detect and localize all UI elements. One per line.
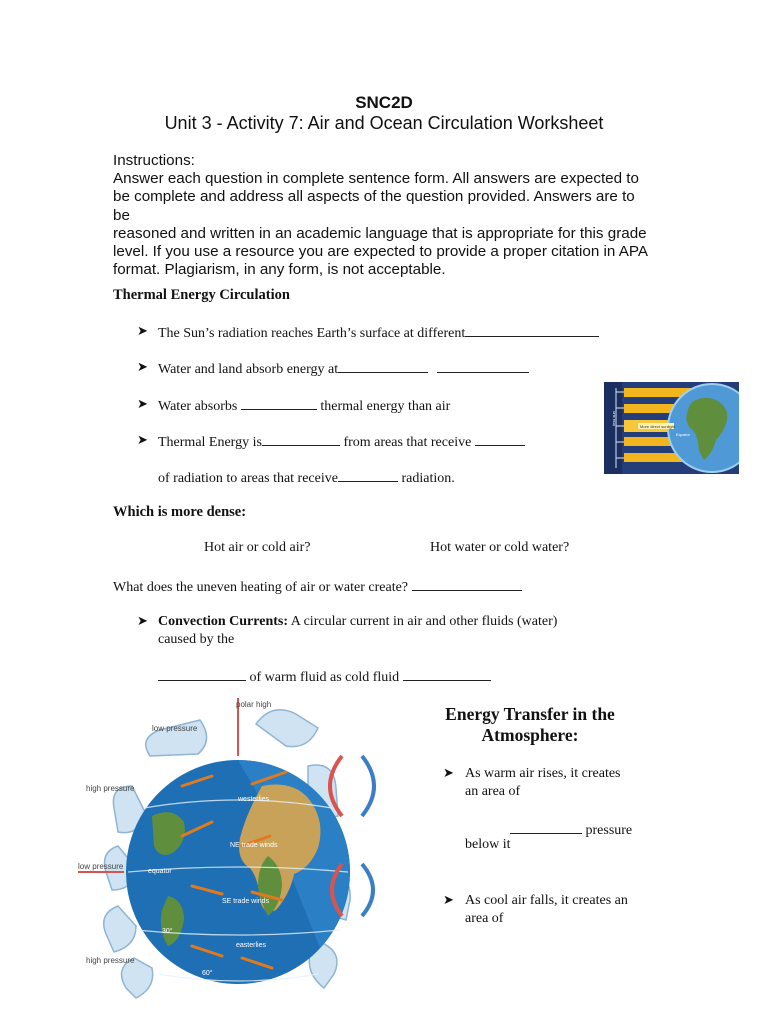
energy-transfer-bullet-2 bbox=[465, 892, 628, 928]
et-b2-line1: As cool air falls, it creates an bbox=[465, 893, 628, 908]
instructions-line: be complete and address all aspects of the question provided. Answers are to be bbox=[113, 188, 635, 224]
worksheet-title: Unit 3 - Activity 7: Air and Ocean Circulation Worksheet bbox=[164, 113, 604, 133]
instructions-line: Answer each question in complete sentence form. All answers are expected to bbox=[113, 170, 639, 188]
convection-term: Convection Currents: bbox=[158, 614, 289, 629]
arrowhead-bullet-icon: ➤ bbox=[137, 323, 148, 338]
convection-mid-text: of warm fluid as cold fluid bbox=[249, 670, 400, 685]
figure-label: 60° bbox=[202, 970, 213, 977]
answer-blank[interactable] bbox=[241, 396, 317, 410]
thermal-bullet-4-text-d: radiation. bbox=[401, 471, 455, 486]
figure-label: NE trade winds bbox=[230, 842, 278, 849]
et-b1-line1: As warm air rises, it creates bbox=[465, 766, 621, 781]
et-b1-line3: pressure bbox=[585, 823, 633, 838]
figure-label: high pressure bbox=[86, 956, 135, 965]
figure-label: Equator bbox=[676, 432, 691, 437]
energy-transfer-blank-line bbox=[510, 820, 632, 839]
energy-transfer-heading bbox=[420, 704, 640, 746]
et-b1-line2: an area of bbox=[465, 784, 521, 799]
convection-definition bbox=[158, 613, 628, 649]
instructions-line: format. Plagiarism, in any form, is not acceptable. bbox=[113, 261, 446, 279]
thermal-bullet-2 bbox=[158, 359, 529, 378]
global-circulation-illustration bbox=[72, 696, 412, 1024]
arrowhead-bullet-icon: ➤ bbox=[443, 765, 454, 780]
figure-label: low pressure bbox=[78, 862, 124, 871]
thermal-heading: Thermal Energy Circulation bbox=[113, 287, 290, 303]
dense-heading: Which is more dense: bbox=[113, 504, 247, 520]
uneven-heating-question bbox=[113, 577, 522, 596]
thermal-bullet-1 bbox=[158, 323, 599, 342]
course-code: SNC2D bbox=[355, 93, 413, 112]
thermal-bullet-3-text-b: thermal energy than air bbox=[320, 399, 451, 414]
thermal-bullet-3 bbox=[158, 396, 450, 415]
arrowhead-bullet-icon: ➤ bbox=[443, 892, 454, 907]
answer-blank[interactable] bbox=[338, 359, 428, 373]
thermal-bullet-4 bbox=[158, 432, 525, 451]
thermal-bullet-4-text-b: from areas that receive bbox=[343, 435, 472, 450]
arrowhead-bullet-icon: ➤ bbox=[137, 359, 148, 374]
arrowhead-bullet-icon: ➤ bbox=[137, 613, 148, 628]
global-circulation-figure bbox=[72, 696, 412, 1024]
answer-blank[interactable] bbox=[158, 667, 246, 681]
answer-blank[interactable] bbox=[412, 577, 522, 591]
energy-transfer-bullet-1 bbox=[465, 765, 621, 801]
uneven-question-text: What does the uneven heating of air or water create? bbox=[113, 580, 409, 595]
answer-blank[interactable] bbox=[403, 667, 491, 681]
figure-label: More direct sunlight bbox=[640, 424, 675, 429]
figure-label: westerlies bbox=[238, 796, 270, 803]
figure-label: equator bbox=[148, 868, 172, 875]
answer-blank[interactable] bbox=[437, 359, 529, 373]
answer-blank[interactable] bbox=[475, 432, 525, 446]
instructions-label: Instructions: bbox=[113, 152, 195, 169]
instructions-line: reasoned and written in an academic language that is appropriate for this grade bbox=[113, 224, 647, 242]
thermal-bullet-4-cont bbox=[158, 468, 455, 487]
thermal-bullet-4-text-a: Thermal Energy is bbox=[158, 435, 262, 450]
convection-fill-line bbox=[158, 667, 491, 686]
instructions-block bbox=[113, 152, 653, 279]
thermal-bullet-1-text: The Sun’s radiation reaches Earth’s surface at different bbox=[158, 326, 466, 341]
figure-label: less sun bbox=[610, 411, 616, 426]
instructions-line: level. If you use a resource you are expected to provide a proper citation in APA bbox=[113, 243, 648, 261]
answer-blank[interactable] bbox=[262, 432, 340, 446]
arrowhead-bullet-icon: ➤ bbox=[137, 432, 148, 447]
figure-label: 30° bbox=[162, 928, 173, 935]
figure-label: SE trade winds bbox=[222, 898, 270, 905]
convection-def-line1: A circular current in air and other fluids (water) bbox=[290, 614, 558, 629]
et-b1-line4: below it bbox=[465, 837, 511, 852]
energy-transfer-heading-line2: Atmosphere: bbox=[481, 725, 579, 745]
dense-option-air: Hot air or cold air? bbox=[204, 540, 311, 555]
convection-def-line2: caused by the bbox=[158, 632, 235, 647]
dense-option-water: Hot water or cold water? bbox=[430, 540, 570, 555]
arrowhead-bullet-icon: ➤ bbox=[137, 396, 148, 411]
et-b2-line2: area of bbox=[465, 911, 504, 926]
thermal-bullet-4-text-c: of radiation to areas that receive bbox=[158, 471, 338, 486]
answer-blank[interactable] bbox=[510, 820, 582, 834]
sun-radiation-figure bbox=[604, 382, 739, 474]
figure-label: easterlies bbox=[236, 942, 266, 949]
energy-transfer-heading-line1: Energy Transfer in the bbox=[445, 704, 615, 724]
figure-label: low pressure bbox=[152, 724, 198, 733]
figure-label: polar high bbox=[236, 700, 272, 709]
figure-label: high pressure bbox=[86, 784, 135, 793]
answer-blank[interactable] bbox=[465, 323, 599, 337]
thermal-bullet-2-text: Water and land absorb energy at bbox=[158, 362, 339, 377]
thermal-bullet-3-text-a: Water absorbs bbox=[158, 399, 238, 414]
answer-blank[interactable] bbox=[338, 468, 398, 482]
